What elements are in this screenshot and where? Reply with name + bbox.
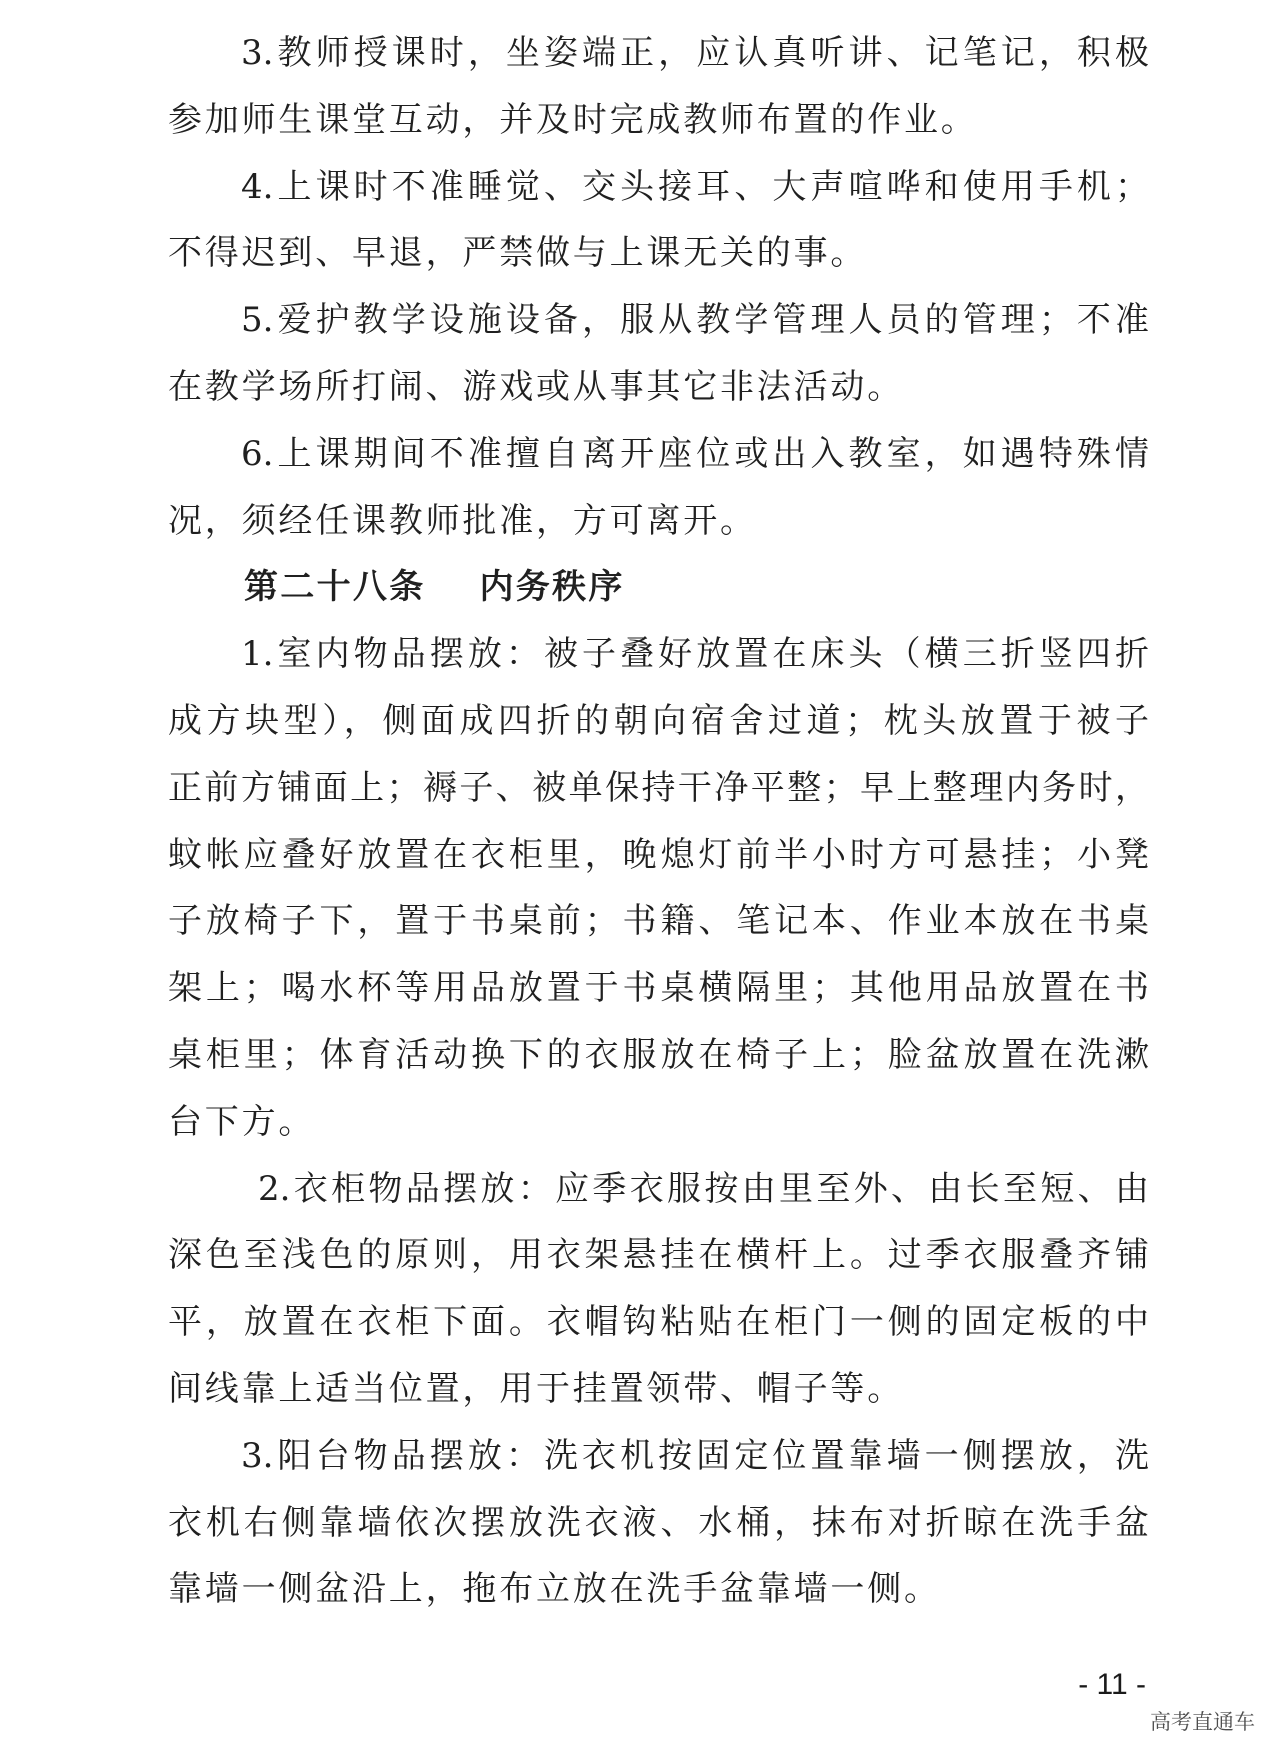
rule-item-line: 桌柜里；体育活动换下的衣服放在椅子上；脸盆放置在洗漱	[168, 1034, 1149, 1075]
article-title: 内务秩序	[479, 567, 625, 608]
rule-item	[168, 421, 1149, 555]
article-heading	[168, 554, 1149, 621]
rule-item	[168, 287, 1149, 421]
rule-item-line: 3.教师授课时，坐姿端正，应认真听讲、记笔记，积极	[241, 33, 1149, 73]
rule-item-line: 2.衣柜物品摆放：应季衣服按由里至外、由长至短、由	[258, 1168, 1149, 1209]
rule-item-line: 参加师生课堂互动，并及时完成教师布置的作业。	[168, 99, 978, 140]
rule-item-line: 5.爱护教学设施设备，服从教学管理人员的管理；不准	[241, 300, 1149, 341]
rule-item-line: 成方块型），侧面成四折的朝向宿舍过道；枕头放置于被子	[168, 700, 1149, 741]
rule-item	[168, 1423, 1149, 1623]
rule-item	[168, 20, 1149, 154]
rule-item	[168, 621, 1149, 1155]
rule-item-line: 不得迟到、早退，严禁做与上课无关的事。	[168, 233, 868, 274]
document-body	[168, 20, 1149, 1623]
rule-item-line: 1.室内物品摆放：被子叠好放置在床头（横三折竖四折	[241, 634, 1149, 675]
rule-item-line: 在教学场所打闹、游戏或从事其它非法活动。	[168, 366, 904, 407]
rule-item-line: 衣机右侧靠墙依次摆放洗衣液、水桶，抹布对折晾在洗手盆	[168, 1502, 1149, 1543]
rule-item	[168, 154, 1149, 288]
rule-item-line: 间线靠上适当位置，用于挂置领带、帽子等。	[168, 1368, 904, 1409]
rule-item-line: 正前方铺面上；褥子、被单保持干净平整；早上整理内务时，	[168, 767, 1149, 808]
rule-item-line: 深色至浅色的原则，用衣架悬挂在横杆上。过季衣服叠齐铺	[168, 1235, 1149, 1276]
watermark: 高考直通车	[1150, 1710, 1255, 1734]
rule-item	[168, 1156, 1149, 1423]
rule-item-line: 架上；喝水杯等用品放置于书桌横隔里；其他用品放置在书	[168, 968, 1149, 1009]
rule-item-line: 3.阳台物品摆放：洗衣机按固定位置靠墙一侧摆放，洗	[241, 1435, 1149, 1476]
rule-item-line: 台下方。	[168, 1101, 316, 1142]
page-number: - 11 -	[1078, 1668, 1146, 1701]
rule-item-line: 子放椅子下，置于书桌前；书籍、笔记本、作业本放在书桌	[168, 901, 1149, 942]
rule-item-line: 平，放置在衣柜下面。衣帽钩粘贴在柜门一侧的固定板的中	[168, 1302, 1149, 1343]
article-number: 第二十八条	[244, 567, 426, 608]
rule-item-line: 靠墙一侧盆沿上，拖布立放在洗手盆靠墙一侧。	[168, 1569, 941, 1610]
rule-item-line: 况，须经任课教师批准，方可离开。	[168, 500, 757, 541]
rule-item-line: 蚊帐应叠好放置在衣柜里，晚熄灯前半小时方可悬挂；小凳	[168, 834, 1149, 875]
rule-item-line: 6.上课期间不准擅自离开座位或出入教室，如遇特殊情	[241, 433, 1149, 474]
rule-item-line: 4.上课时不准睡觉、交头接耳、大声喧哗和使用手机；	[241, 166, 1149, 207]
